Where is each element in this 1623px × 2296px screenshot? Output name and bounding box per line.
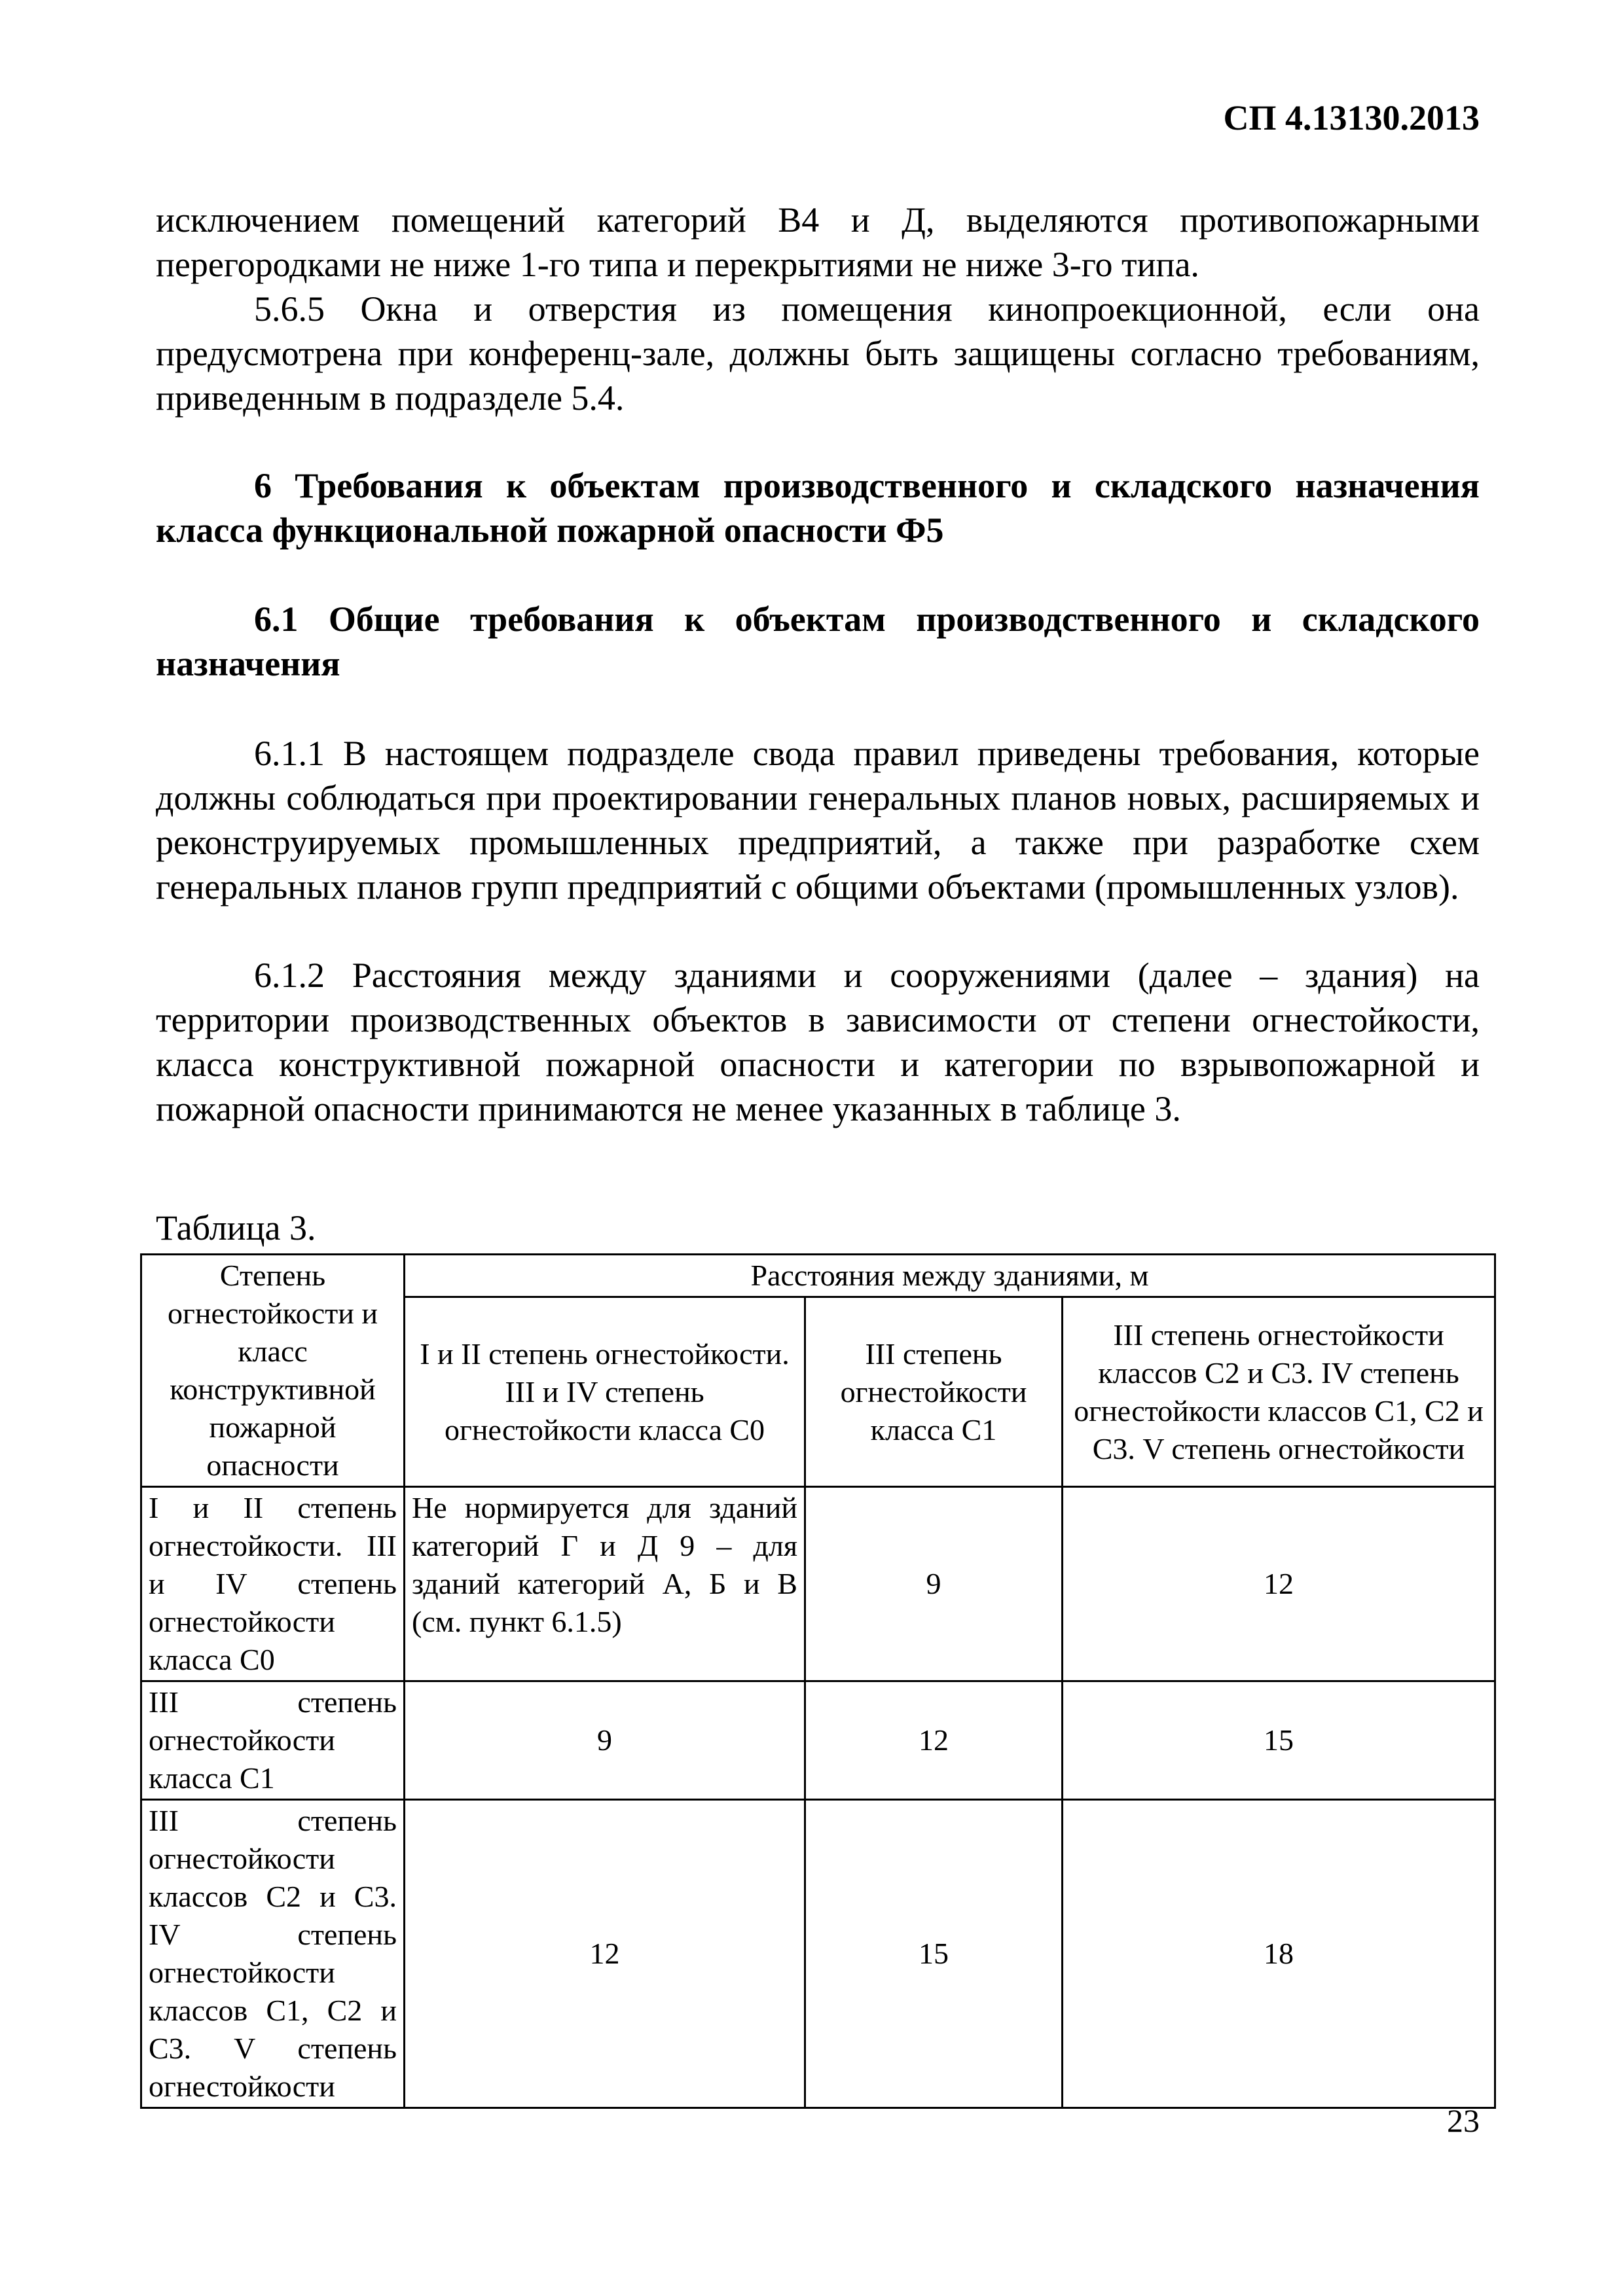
- table-cell: 9: [405, 1681, 805, 1800]
- table-header-row: [141, 1255, 1495, 1297]
- column-header: III степень огнестойкости класса С1: [805, 1297, 1063, 1487]
- table-cell: Не нормируется для зданий категорий Г и Д 9 – для зданий категорий А, Б и В (см. пункт 6.1.5): [405, 1487, 805, 1681]
- paragraph-6-1-2: [156, 953, 1480, 1131]
- table-cell: 12: [1063, 1487, 1495, 1681]
- page-number: 23: [1447, 2102, 1480, 2139]
- table-cell: 15: [805, 1800, 1063, 2108]
- paragraph-6-1-1: [156, 731, 1480, 909]
- paragraph-text: 6.1.1 В настоящем подразделе свода правил приведены требования, которые должны соблюдаться при проектировании генеральных планов новых, расширяемых и реконструируемых промышленных предприятий, а также при разработке схем генеральных планов групп предприятий с общими объектами (промышленных узлов).: [156, 734, 1480, 906]
- column-header: III степень огнестойкости классов С2 и С3. IV степень огнестойкости классов С1, С2 и С3. V степень огнестойкости: [1063, 1297, 1495, 1487]
- table-cell: 12: [805, 1681, 1063, 1800]
- paragraph-text: исключением помещений категорий В4 и Д, выделяются противопожарными перегородками не ниже 1-го типа и перекрытиями не ниже 3-го типа.: [156, 200, 1480, 284]
- table-cell: 9: [805, 1487, 1063, 1681]
- paragraph-continuation: [156, 198, 1480, 287]
- table-row: [141, 1800, 1495, 2108]
- table-cell: 12: [405, 1800, 805, 2108]
- paragraph-text: 6.1.2 Расстояния между зданиями и сооружениями (далее – здания) на территории производственных объектов в зависимости от степени огнестойкости, класса конструктивной пожарной опасности и категории по взрывопожарной и пожарной опасности принимаются не менее указанных в таблице 3.: [156, 956, 1480, 1128]
- table-row: [141, 1681, 1495, 1800]
- header-row-label: Степень огнестойкости и класс конструктивной пожарной опасности: [141, 1255, 405, 1487]
- paragraph-text: 5.6.5 Окна и отверстия из помещения кинопроекционной, если она предусмотрена при конференц-зале, должны быть защищены согласно требованиям, приведенным в подразделе 5.4.: [156, 289, 1480, 418]
- section-heading-6-1: [156, 597, 1480, 686]
- document-code: СП 4.13130.2013: [1223, 98, 1480, 137]
- table-cell: 15: [1063, 1681, 1495, 1800]
- row-label: I и II степень огнестойкости. III и IV степень огнестойкости класса С0: [141, 1487, 405, 1681]
- table-cell: 18: [1063, 1800, 1495, 2108]
- paragraph-5-6-5: [156, 287, 1480, 420]
- row-label: III степень огнестойкости класса С1: [141, 1681, 405, 1800]
- heading-text: 6.1 Общие требования к объектам производственного и складского назначения: [156, 600, 1480, 683]
- section-heading-6: [156, 463, 1480, 552]
- table-row: [141, 1487, 1495, 1681]
- table-caption: Таблица 3.: [156, 1208, 316, 1247]
- header-group: Расстояния между зданиями, м: [405, 1255, 1495, 1297]
- row-label: III степень огнестойкости классов С2 и С3. IV степень огнестойкости классов С1, С2 и С3. V степень огнестойкости: [141, 1800, 405, 2108]
- heading-text: 6 Требования к объектам производственного и складского назначения класса функциональной пожарной опасности Ф5: [156, 466, 1480, 550]
- distances-table: [140, 1253, 1496, 2109]
- column-header: I и II степень огнестойкости. III и IV степень огнестойкости класса С0: [405, 1297, 805, 1487]
